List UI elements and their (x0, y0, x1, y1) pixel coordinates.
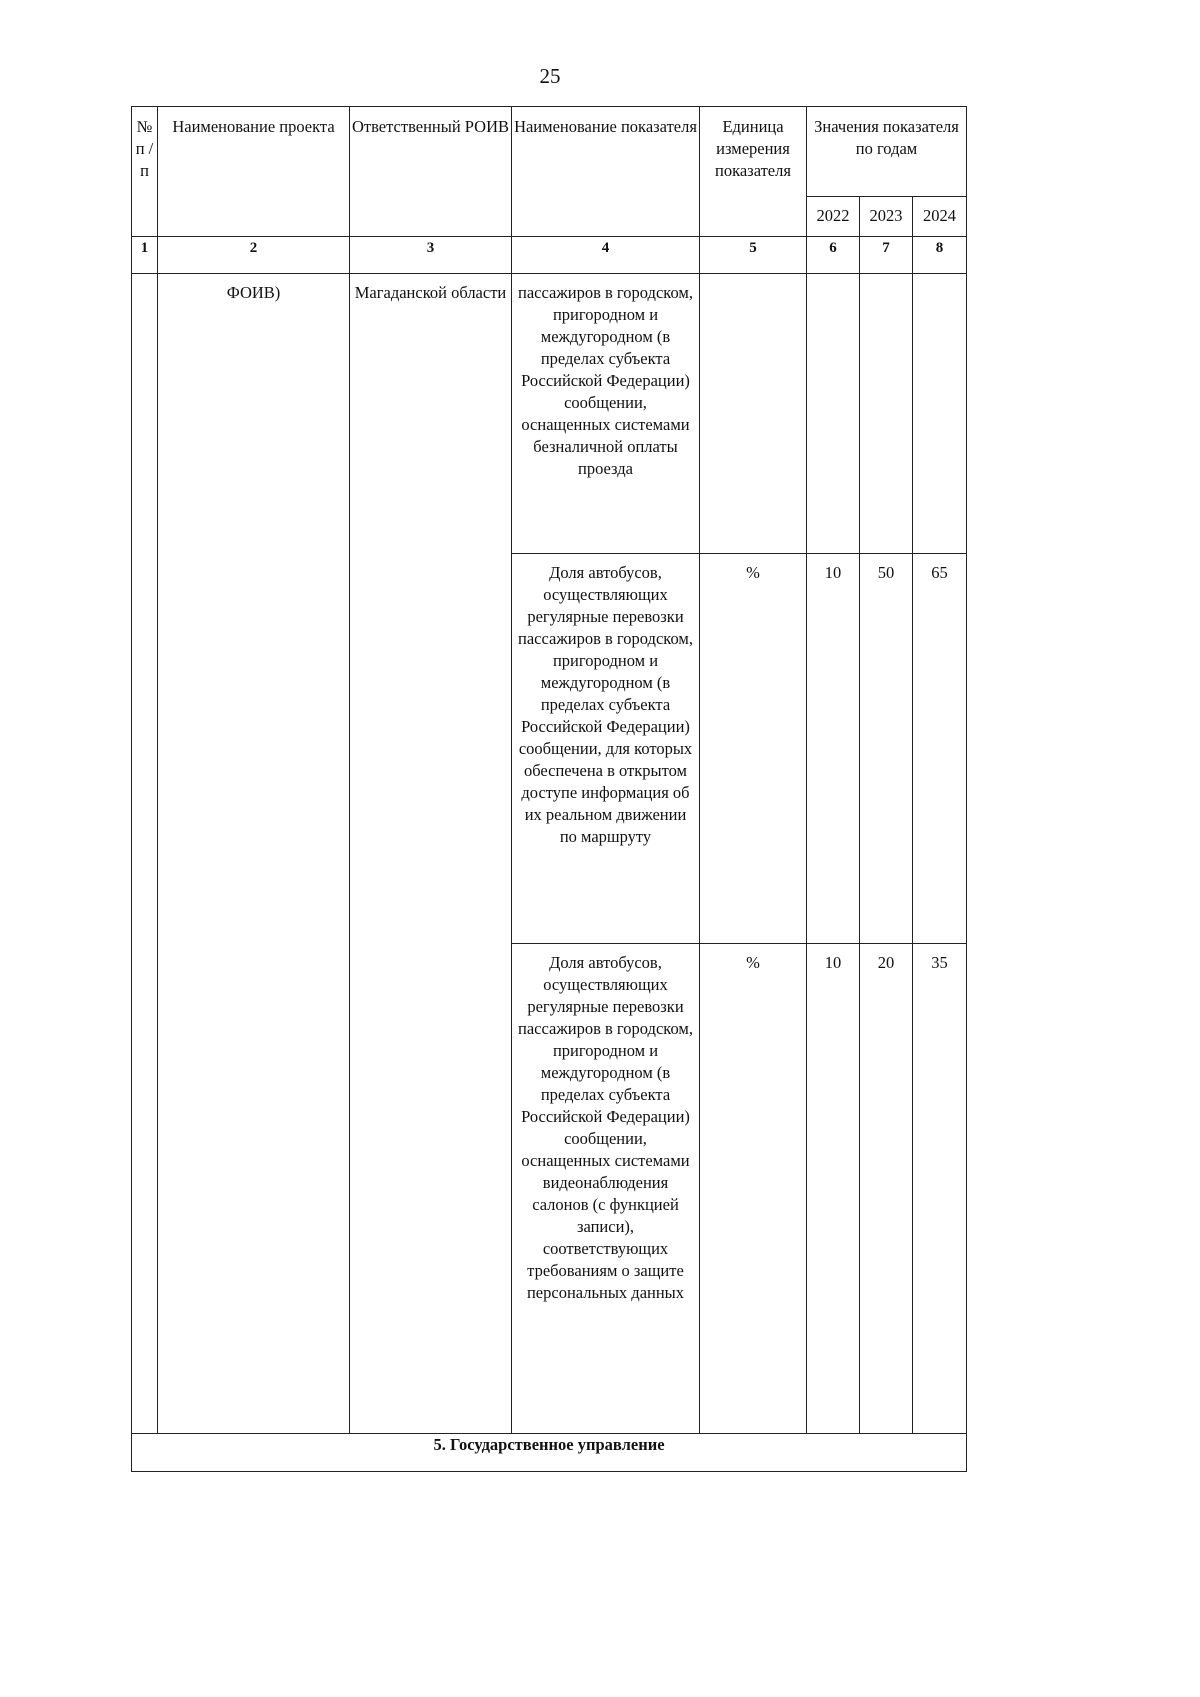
cell-unit (700, 274, 807, 554)
cell-value-2023: 20 (860, 944, 913, 1434)
column-number: 2 (158, 237, 350, 274)
header-year-2022: 2022 (807, 196, 860, 236)
cell-project: ФОИВ) (158, 274, 350, 1434)
cell-value-2022 (807, 274, 860, 554)
page-number: 25 (539, 64, 561, 88)
indicators-table (131, 106, 967, 1472)
header-row (132, 107, 967, 197)
header-col-indicator: Наименование показателя (512, 107, 700, 237)
header-col-project: Наименование проекта (158, 107, 350, 237)
cell-unit: % (700, 554, 807, 944)
table-row (132, 274, 967, 554)
cell-value-2023: 50 (860, 554, 913, 944)
cell-unit: % (700, 944, 807, 1434)
column-number: 3 (350, 237, 512, 274)
cell-value-2022: 10 (807, 554, 860, 944)
cell-indicator: Доля автобусов, осуществляющих регулярные перевозки пассажиров в городском, пригородном и междугородном (в пределах субъекта Российской Федерации) сообщении, оснащенных системами видеонаблюдения салонов (с функцией записи), соответствующих требованиям о защите персональных данных (512, 944, 700, 1434)
cell-roiv: Магаданской области (350, 274, 512, 1434)
column-number: 5 (700, 237, 807, 274)
cell-value-2023 (860, 274, 913, 554)
column-number: 4 (512, 237, 700, 274)
header-col-values: Значения показателя по годам (807, 107, 967, 197)
column-number: 7 (860, 237, 913, 274)
header-year-2024: 2024 (913, 196, 967, 236)
cell-indicator: Доля автобусов, осуществляющих регулярные перевозки пассажиров в городском, пригородном и междугородном (в пределах субъекта Российской Федерации) сообщении, для которых обеспечена в открытом доступе информация об их реальном движении по маршруту (512, 554, 700, 944)
cell-no (132, 274, 158, 1434)
column-number: 8 (913, 237, 967, 274)
header-year-2023: 2023 (860, 196, 913, 236)
cell-value-2024: 35 (913, 944, 967, 1434)
cell-value-2024: 65 (913, 554, 967, 944)
cell-value-2022: 10 (807, 944, 860, 1434)
column-number: 6 (807, 237, 860, 274)
cell-indicator: пассажиров в городском, пригородном и междугородном (в пределах субъекта Российской Федерации) сообщении, оснащенных системами безналичной оплаты проезда (512, 274, 700, 554)
cell-value-2024 (913, 274, 967, 554)
column-numbers-row (132, 237, 967, 274)
header-col-no: № п / п (132, 107, 158, 237)
header-col-roiv: Ответственный РОИВ (350, 107, 512, 237)
column-number: 1 (132, 237, 158, 274)
section-title: 5. Государственное управление (132, 1434, 967, 1472)
section-row (132, 1434, 967, 1472)
header-col-unit: Единица измерения показателя (700, 107, 807, 237)
